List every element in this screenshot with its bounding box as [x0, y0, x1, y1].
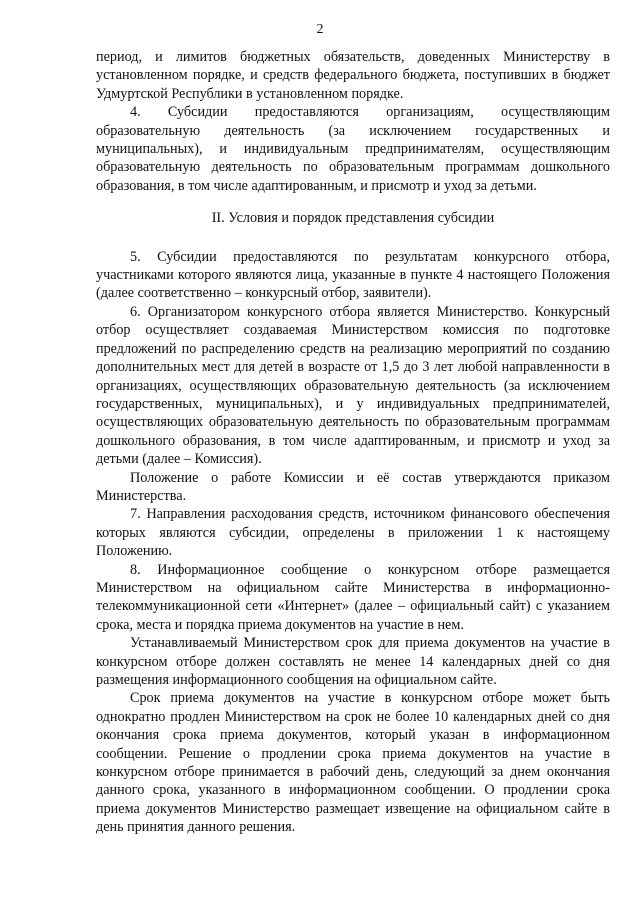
section-heading: II. Условия и порядок представления субсидии: [211, 210, 495, 227]
paragraph-item-4: 4. Субсидии предоставляются организациям, осуществляющим образовательную деятельность (за исключением государственных и муниципальных), и индивидуальным предпринимателям, осуществляющим образовательную деятельность по образовательным программам дошкольного образования, в том числе адаптированным, и присмотр и уход за детьми.: [96, 104, 610, 194]
paragraph-budget-continuation: период, и лимитов бюджетных обязательств, доведенных Министерству в установленном порядке, и средств федерального бюджета, поступивших в бюджет Удмуртской Республики в установленном порядке.: [96, 49, 610, 102]
paragraph-commission-regulation: Положение о работе Комиссии и её состав утверждаются приказом Министерства.: [96, 469, 610, 504]
paragraph-item-5: 5. Субсидии предоставляются по результатам конкурсного отбора, участниками которого являются лица, указанные в пункте 4 настоящего Положения (далее соответственно – конкурсный отбор, заявители).: [96, 248, 610, 302]
paragraph-submission-period: Устанавливаемый Министерством срок для приема документов на участие в конкурсном отборе должен составлять не менее 14 календарных дней со дня размещения информационного сообщения на официальном сайте.: [96, 635, 610, 688]
paragraph-item-6: 6. Организатором конкурсного отбора является Министерство. Конкурсный отбор осуществляет создаваемая Министерством комиссия по подготовке предложений по распределению средств на реализацию мероприятий по созданию дополнительных мест для детей в возрасте от 1,5 до 3 лет любой направленности в организациях, осуществляющих образовательную деятельность (за исключением государственных, муниципальных), и у индивидуальных предпринимателей, осуществляющих образовательную деятельность по образовательным программам дошкольного образования, в том числе адаптированным, и присмотр и уход за детьми (далее – Комиссия).: [96, 303, 610, 468]
page-number: 2: [316, 22, 324, 37]
paragraph-item-7: 7. Направления расходования средств, источником финансового обеспечения которых являются субсидии, определены в приложении 1 к настоящему Положению.: [96, 506, 610, 560]
paragraph-item-8: 8. Информационное сообщение о конкурсном отборе размещается Министерством на официальном сайте Министерства в информационно-телекоммуникационной сети «Интернет» (далее – официальный сайт) с указанием срока, места и порядка приема документов на участие в нем.: [96, 561, 610, 633]
paragraph-period-extension: Срок приема документов на участие в конкурсном отборе может быть однократно продлен Министерством на срок не более 10 календарных дней со дня окончания срока приема документов, который указан в информационном сообщении. Решение о продлении срока приема документов на участие в конкурсном отборе принимается в рабочий день, следующий за днем окончания данного срока, указанного в информационном сообщении. О продлении срока приема документов Министерство размещает извещение на официальном сайте в день принятия данного решения.: [96, 690, 610, 836]
document-body: [96, 48, 610, 837]
